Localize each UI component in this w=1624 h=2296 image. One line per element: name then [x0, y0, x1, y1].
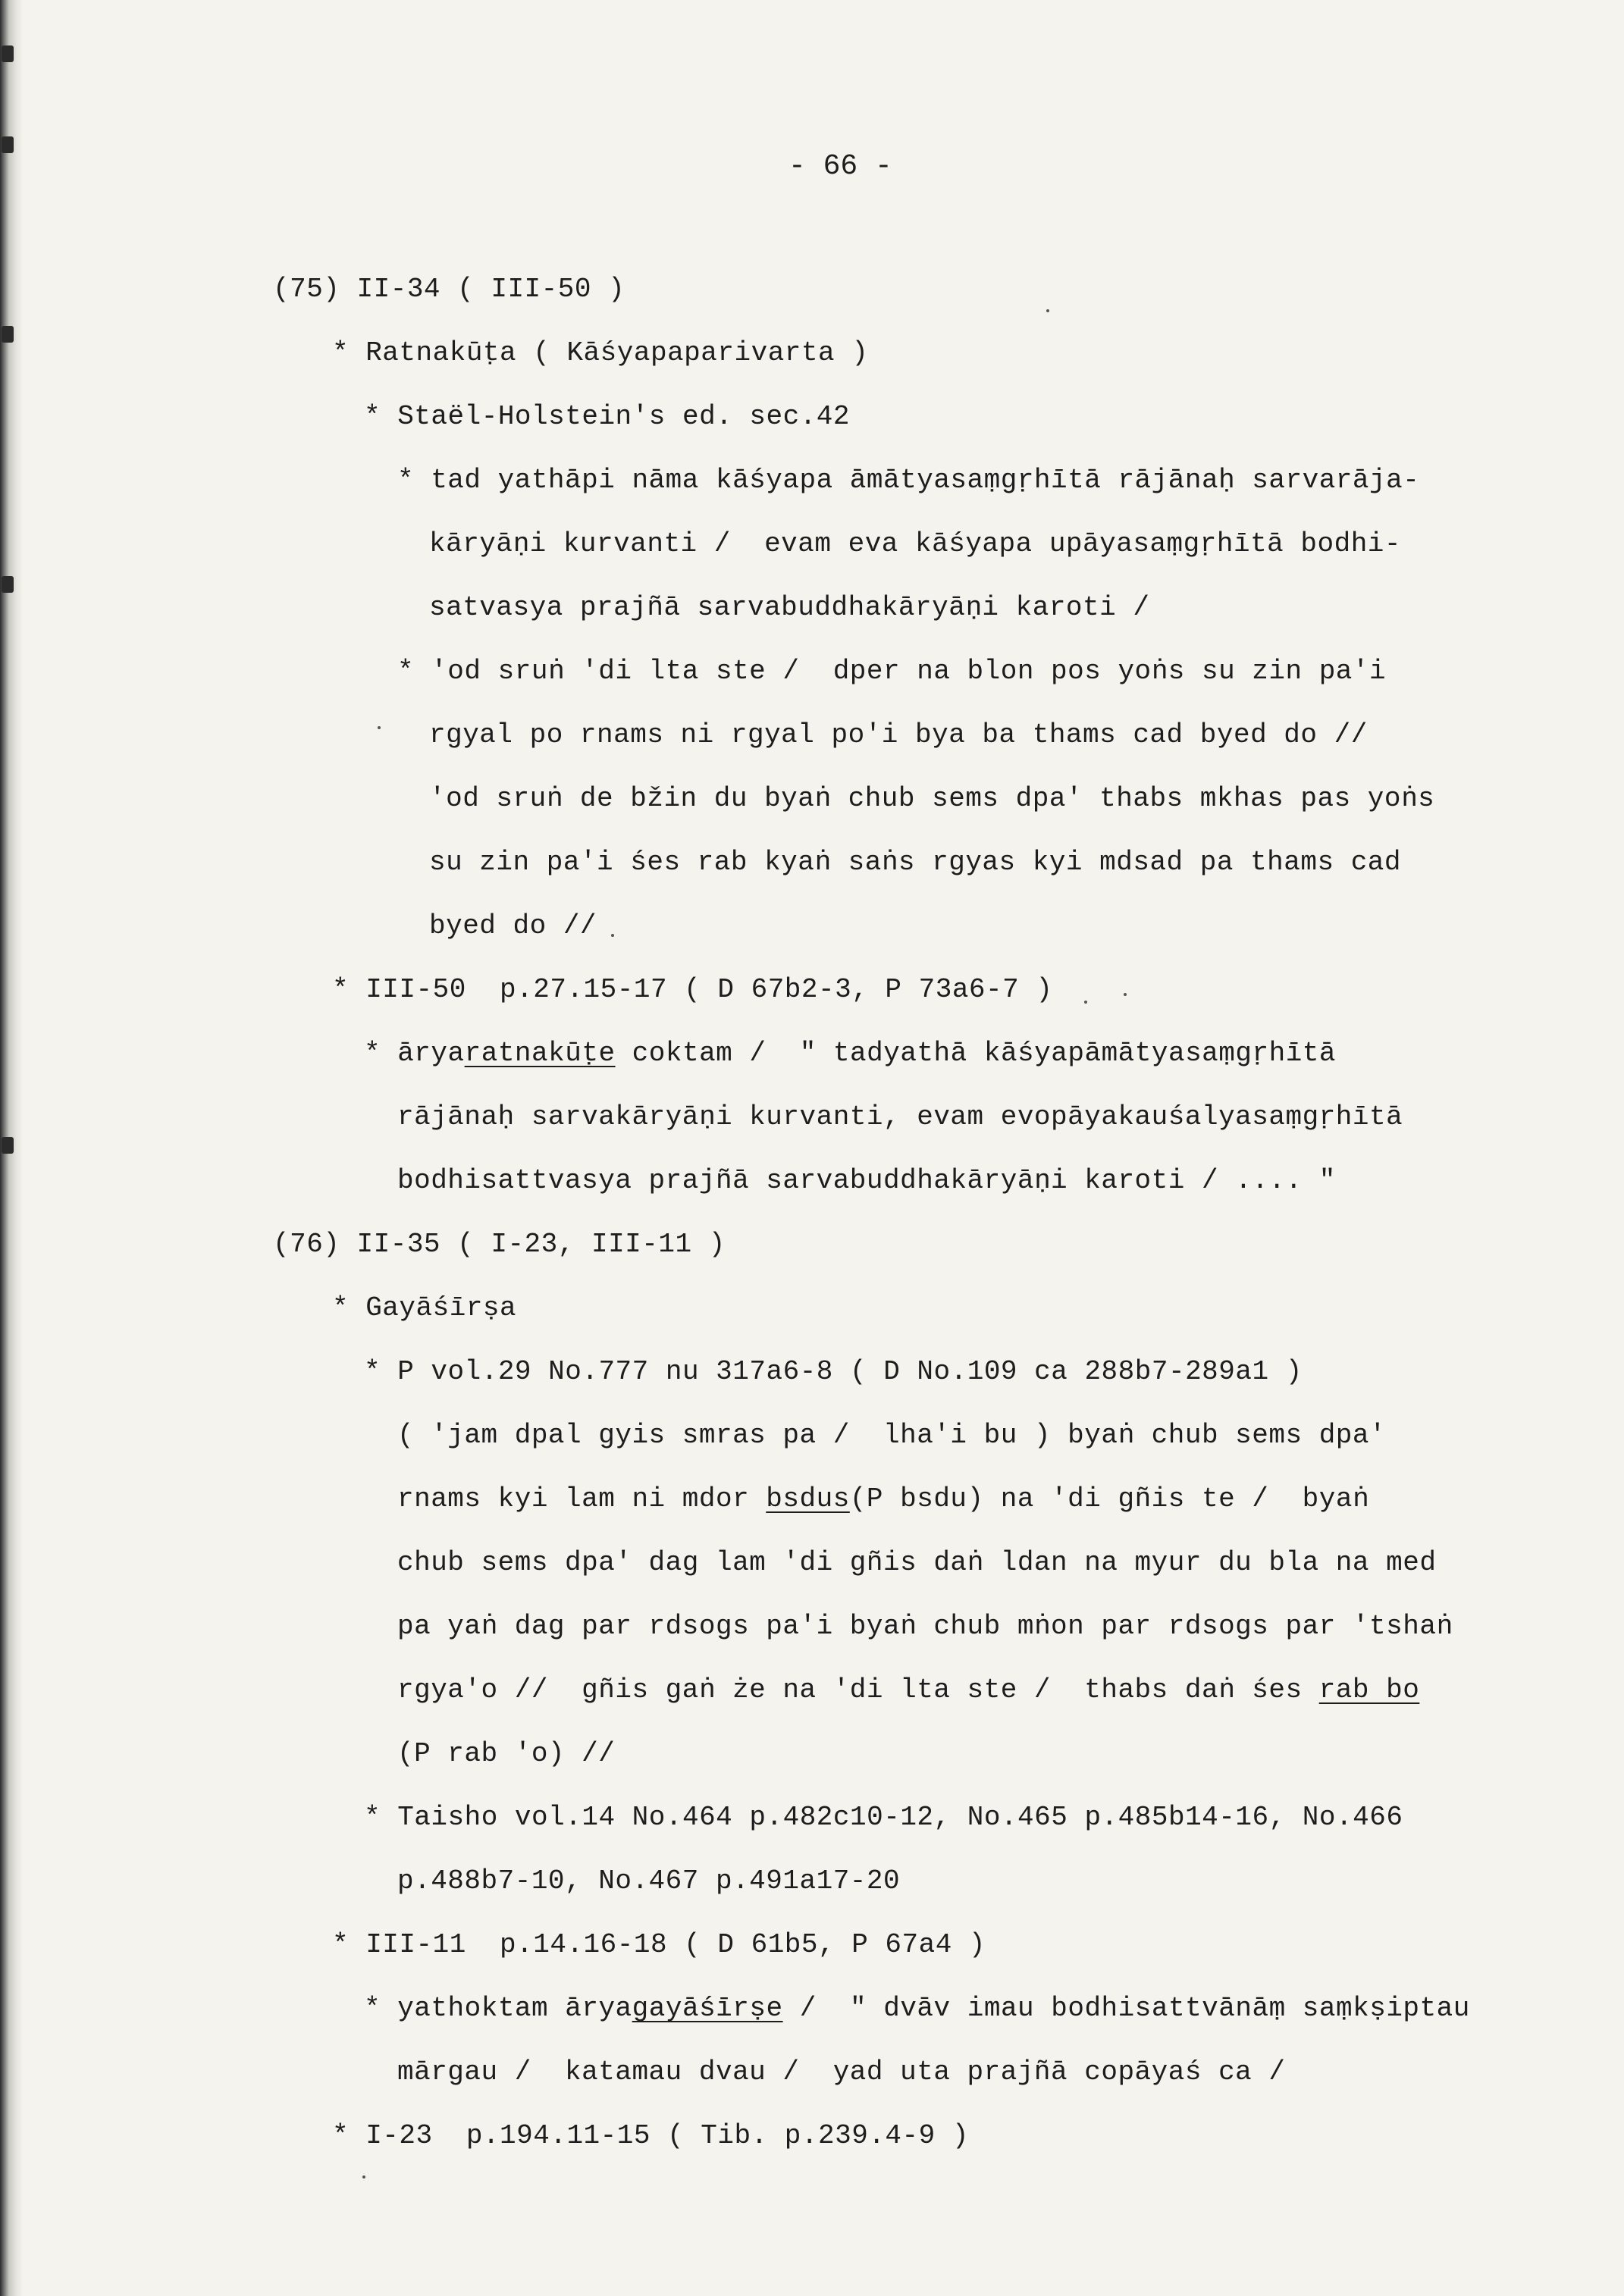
text-span: rgya'o // gñis gaṅ że na 'di lta ste / thabs daṅ śes	[397, 1674, 1319, 1706]
scan-speck	[1084, 1001, 1087, 1004]
underlined-word: rab bo	[1318, 1674, 1420, 1706]
text-line: rgyal po rnams ni rgyal po'i bya ba thams cad byed do //	[429, 719, 1368, 750]
text-line: pa yaṅ dag par rdsogs pa'i byaṅ chub mṅon par rdsogs par 'tshaṅ	[397, 1611, 1453, 1642]
scan-speck	[378, 726, 381, 729]
text-line: * Staël-Holstein's ed. sec.42	[364, 401, 851, 432]
text-line: bodhisattvasya prajñā sarvabuddhakāryāṇi karoti / .... "	[397, 1165, 1336, 1196]
scan-speck	[362, 2175, 365, 2179]
binding-hole	[2, 326, 14, 343]
text-span: rnams kyi lam ni mdor	[397, 1483, 767, 1514]
text-span: * yathoktam ārya	[364, 1993, 632, 2024]
text-line: chub sems dpa' dag lam 'di gñis daṅ ldan na myur du bla na med	[397, 1547, 1437, 1578]
underlined-title: gayāśīrṣe	[632, 1993, 783, 2024]
page-number: - 66 -	[788, 150, 892, 183]
text-line: ( 'jam dpal gyis smras pa / lha'i bu ) byaṅ chub sems dpa'	[397, 1420, 1387, 1451]
text-line: * Taisho vol.14 No.464 p.482c10-12, No.465 p.485b14-16, No.466	[364, 1802, 1403, 1833]
text-line: mārgau / katamau dvau / yad uta prajñā copāyaś ca /	[397, 2056, 1286, 2088]
text-line	[364, 1992, 1470, 2025]
text-line: * tad yathāpi nāma kāśyapa āmātyasaṃgṛhītā rājānaḥ sarvarāja-	[397, 465, 1420, 496]
text-line: satvasya prajñā sarvabuddhakāryāṇi karoti /	[429, 592, 1150, 623]
text-line: * III-11 p.14.16-18 ( D 61b5, P 67a4 )	[332, 1929, 986, 1960]
entry-heading: (75) II-34 ( III-50 )	[273, 274, 625, 305]
underlined-title: ratnakūṭe	[464, 1038, 616, 1069]
text-line: su zin pa'i śes rab kyaṅ saṅs rgyas kyi mdsad pa thams cad	[429, 847, 1402, 878]
text-line: (P rab 'o) //	[397, 1738, 616, 1769]
text-line	[397, 1483, 1369, 1516]
text-line: rājānaḥ sarvakāryāṇi kurvanti, evam evopāyakauśalyasaṃgṛhītā	[397, 1101, 1403, 1132]
text-line	[364, 1037, 1336, 1070]
text-line: 'od sruṅ de bžin du byaṅ chub sems dpa' thabs mkhas pas yoṅs	[429, 783, 1435, 814]
binding-hole	[2, 1137, 14, 1154]
binding-hole	[2, 136, 14, 153]
text-span: (P bsdu) na 'di gñis te / byaṅ	[849, 1483, 1370, 1514]
text-line: * 'od sruṅ 'di lta ste / dper na blon pos yoṅs su zin pa'i	[397, 656, 1387, 687]
text-line: byed do //	[429, 910, 597, 941]
entry-heading: (76) II-35 ( I-23, III-11 )	[273, 1229, 726, 1260]
text-line: * I-23 p.194.11-15 ( Tib. p.239.4-9 )	[332, 2120, 969, 2151]
text-span: coktam / " tadyathā kāśyapāmātyasaṃgṛhītā	[615, 1038, 1337, 1069]
scan-speck	[611, 934, 614, 937]
underlined-word: bsdus	[766, 1483, 850, 1514]
scan-speck	[1046, 309, 1049, 312]
text-line: kāryāṇi kurvanti / evam eva kāśyapa upāyasaṃgṛhītā bodhi-	[429, 528, 1402, 559]
binding-hole	[2, 45, 14, 62]
scan-speck	[1124, 993, 1127, 996]
text-line: * III-50 p.27.15-17 ( D 67b2-3, P 73a6-7 )	[332, 974, 1053, 1005]
text-line: * Gayāśīrṣa	[332, 1292, 517, 1323]
text-line	[397, 1674, 1419, 1707]
text-span: * ārya	[364, 1038, 465, 1069]
text-line: * P vol.29 No.777 nu 317a6-8 ( D No.109 ca 288b7-289a1 )	[364, 1356, 1303, 1387]
binding-hole	[2, 576, 14, 593]
text-span: / " dvāv imau bodhisattvānāṃ saṃkṣiptau	[782, 1993, 1470, 2024]
page-binding-edge	[0, 0, 23, 2296]
text-line: p.488b7-10, No.467 p.491a17-20	[397, 1865, 901, 1897]
text-line: * Ratnakūṭa ( Kāśyapaparivarta )	[332, 337, 869, 368]
